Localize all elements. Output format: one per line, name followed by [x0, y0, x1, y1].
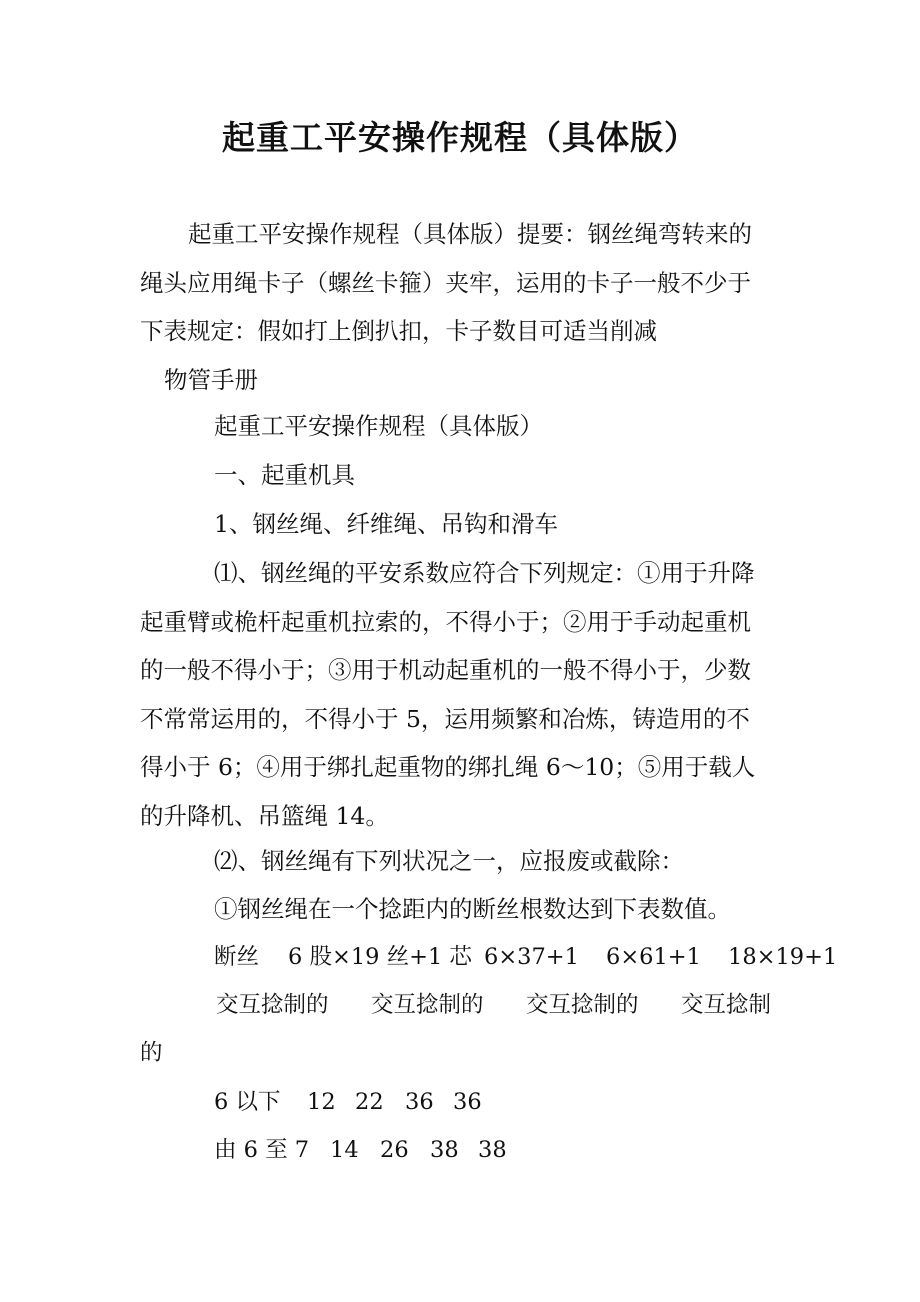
- paragraph-line: ⑴、钢丝绳的平安系数应符合下列规定：①用于升降: [214, 559, 755, 587]
- subsection-title: 1、钢丝绳、纤维绳、吊钩和滑车: [214, 510, 558, 538]
- table-cell: 由 6 至 7: [214, 1137, 310, 1163]
- table-row: [214, 1086, 482, 1118]
- table-subheader-row: [216, 989, 771, 1021]
- table-subheader-cell: 交互捻制的: [371, 992, 484, 1018]
- source-label: 物管手册: [164, 366, 258, 394]
- paragraph-line: 的一般不得小于；③用于机动起重机的一般不得小于，少数: [140, 656, 751, 684]
- table-header-cell: 18×19+1: [728, 944, 838, 970]
- item-2-text: ⑵、钢丝绳有下列状况之一，应报废或截除：: [214, 847, 684, 875]
- table-cell: 36: [405, 1089, 434, 1115]
- table-cell: 12: [307, 1089, 336, 1115]
- table-header-cell: 断丝: [214, 944, 260, 970]
- table-cell: 6 以下: [214, 1089, 281, 1115]
- table-cell: 22: [355, 1089, 384, 1115]
- table-cell: 38: [478, 1137, 507, 1163]
- paragraph-line: 不常常运用的，不得小于 5，运用频繁和冶炼，铸造用的不: [140, 704, 750, 733]
- summary-line: 起重工平安操作规程（具体版）提要：钢丝绳弯转来的: [188, 220, 752, 248]
- table-subheader-cell: 交互捻制的: [216, 992, 329, 1018]
- table-cell: 14: [330, 1137, 359, 1163]
- paragraph-line: 得小于 6；④用于绑扎起重物的绑扎绳 6～10；⑤用于载人: [140, 753, 756, 781]
- summary-line: 下表规定：假如打上倒扒扣，卡子数目可适当削减: [140, 317, 657, 345]
- table-header-cell: 6 股×19 丝+1 芯: [288, 944, 472, 970]
- table-subheader-cell: 交互捻制的: [526, 992, 639, 1018]
- paragraph-line: 起重臂或桅杆起重机拉索的，不得小于；②用于手动起重机: [140, 607, 751, 636]
- item-2a-text: ①钢丝绳在一个捻距内的断丝根数达到下表数值。: [214, 895, 731, 923]
- summary-line: 绳头应用绳卡子（螺丝卡箍）夹牢，运用的卡子一般不少于: [140, 268, 751, 297]
- document-title: 起重工平安操作规程（具体版）: [222, 118, 698, 157]
- table-row: [214, 1134, 507, 1166]
- table-subheader-cell: 交互捻制: [681, 992, 772, 1018]
- table-header-cell: 6×37+1: [484, 944, 579, 970]
- summary-paragraph: [140, 218, 752, 364]
- table-cell: 26: [380, 1137, 409, 1163]
- table-cell: 36: [453, 1089, 482, 1115]
- item-1-paragraph: [140, 557, 755, 848]
- section-heading: 起重工平安操作规程（具体版）: [214, 412, 543, 440]
- section-title: 一、起重机具: [214, 461, 355, 489]
- paragraph-line: 的升降机、吊篮绳 14。: [140, 801, 389, 830]
- table-header-cell: 6×61+1: [606, 944, 701, 970]
- table-subheader-wrap: 的: [140, 1040, 163, 1066]
- table-header-row: [214, 941, 837, 973]
- table-cell: 38: [430, 1137, 459, 1163]
